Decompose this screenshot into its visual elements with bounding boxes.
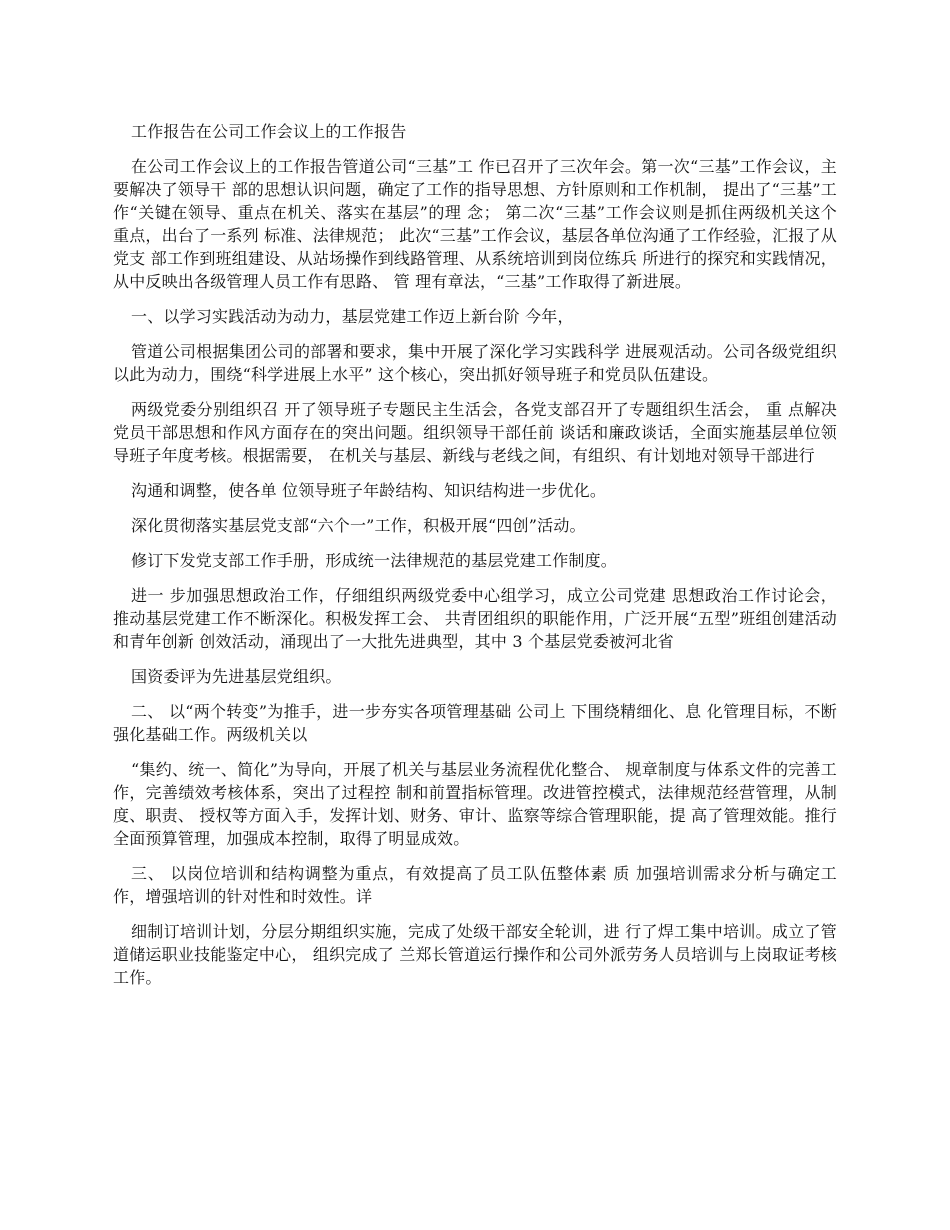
document-body: [113, 120, 837, 1001]
paragraph-adjustment: 沟通和调整，使各单 位领导班子年龄结构、知识结构进一步优化。: [131, 481, 607, 500]
paragraph-handbook: 修订下发党支部工作手册，形成统一法律规范的基层党建工作制度。: [131, 551, 618, 570]
paragraph-section-3-body: 细制订培训计划，分层分期组织实施，完成了处级干部安全轮训，进 行了焊工集中培训。成立了管道储运职业技能鉴定中心， 组织完成了 兰郑长管道运行操作和公司外派劳务人员培训与上岗取证考核工作。: [113, 922, 837, 987]
paragraph-political-work: 进一 步加强思想政治工作，仔细组织两级党委中心组学习，成立公司党建 思想政治工作讨论会，推动基层党建工作不断深化。积极发挥工会、 共青团组织的职能作用，广泛开展“五型”班组创建活动和青年创新 创效活动，涌现出了一大批先进典型，其中 3 个基层党委被河北省: [113, 586, 837, 651]
document-title: 工作报告在公司工作会议上的工作报告: [131, 122, 407, 141]
paragraph-section-1-heading: 一、以学习实践活动为动力，基层党建工作迈上新台阶 今年，: [131, 307, 574, 326]
paragraph-section-3-heading: 三、 以岗位培训和结构调整为重点，有效提高了员工队伍整体素 质 加强培训需求分析与确定工作，增强培训的针对性和时效性。详: [113, 864, 837, 906]
paragraph-six-one: 深化贯彻落实基层党支部“六个一”工作，积极开展“四创”活动。: [131, 516, 586, 535]
paragraph-intro: 在公司工作会议上的工作报告管道公司“三基”工 作已召开了三次年会。第一次“三基”工作会议，主要解决了领导干 部的思想认识问题，确定了工作的指导思想、方针原则和工作机制， 提出了“三基”工作“关键在领导、重点在机关、落实在基层”的理 念； 第二次“三基”工作会议则是抓住两级机关这个重点，出台了一系列 标准、法律规范； 此次“三基”工作会议，基层各单位沟通了工作经验，汇报了从党支 部工作到班组建设、从站场操作到线路管理、从系统培训到岗位练兵 所进行的探究和实践情况，从中反映出各级管理人员工作有思路、 管 理有章法，“三基”工作取得了新进展。: [113, 157, 837, 291]
paragraph-party-committee: 两级党委分别组织召 开了领导班子专题民主生活会，各党支部召开了专题组织生活会， 重 点解决党员干部思想和作风方面存在的突出问题。组织领导干部任前 谈话和廉政谈话，全面实施基层单位领导班子年度考核。根据需要， 在机关与基层、新线与老线之间，有组织、有计划地对领导干部进行: [113, 400, 837, 465]
paragraph-section-2-body: “集约、统一、简化”为导向，开展了机关与基层业务流程优化整合、 规章制度与体系文件的完善工作，完善绩效考核体系，突出了过程控 制和前置指标管理。改进管控模式，法律规范经营管理，从制度、职责、 授权等方面入手，发挥计划、财务、审计、监察等综合管理职能，提 高了管理效能。推行全面预算管理，加强成本控制，取得了明显成效。: [113, 760, 837, 848]
paragraph-section-1-body: 管道公司根据集团公司的部署和要求，集中开展了深化学习实践科学 进展观活动。公司各级党组织以此为动力，围绕“科学进展上水平” 这个核心，突出抓好领导班子和党员队伍建设。: [113, 342, 837, 384]
paragraph-sasac: 国资委评为先进基层党组织。: [131, 667, 342, 686]
paragraph-section-2-heading: 二、 以“两个转变”为推手，进一步夯实各项管理基础 公司上 下围绕精细化、息 化管理目标，不断强化基础工作。两级机关以: [113, 702, 837, 744]
